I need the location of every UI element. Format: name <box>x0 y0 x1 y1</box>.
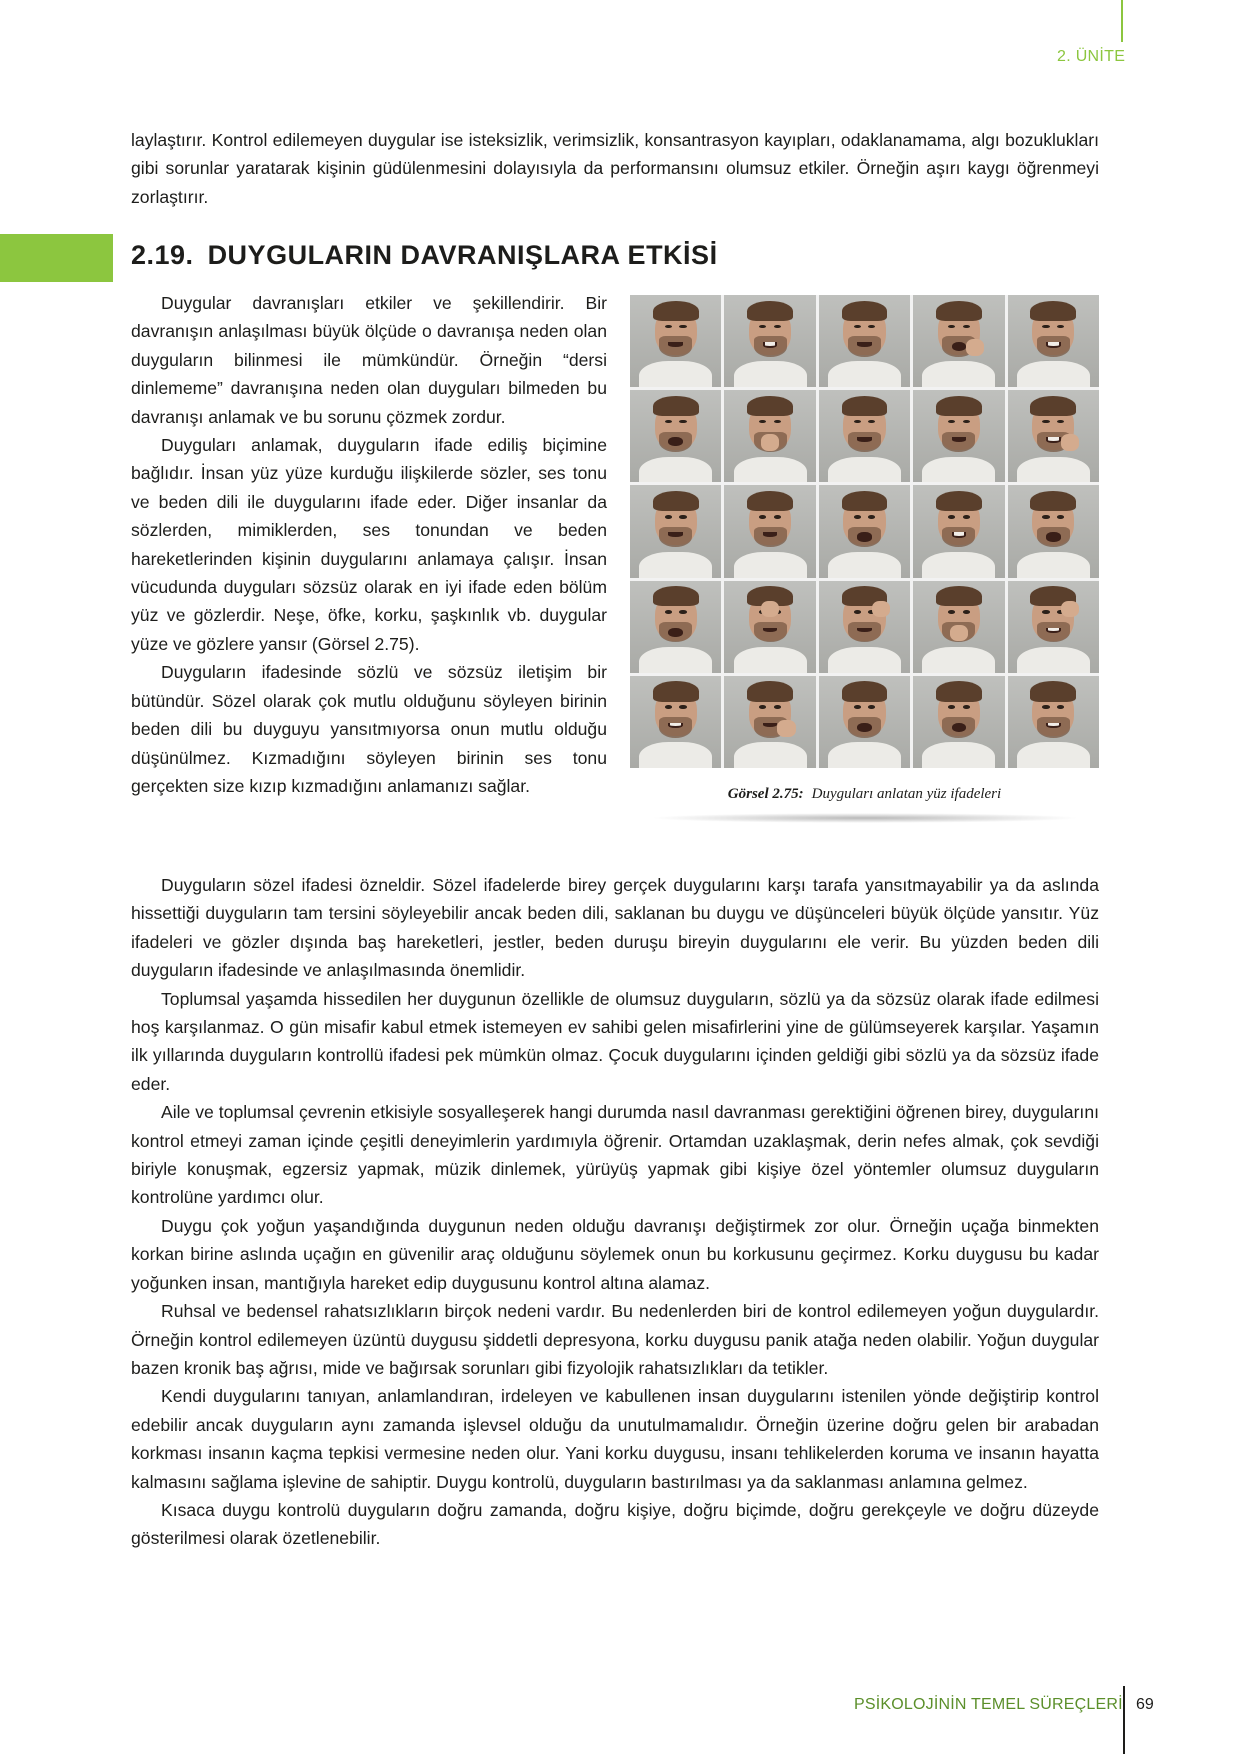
portrait-shirt <box>922 742 995 768</box>
portrait-mouth <box>763 342 778 348</box>
portrait-shirt <box>639 647 712 673</box>
facial-expression-photo <box>819 295 910 387</box>
portrait-hair <box>1030 491 1076 511</box>
section-number: 2.19. <box>131 240 194 270</box>
intro-paragraph: laylaştırır. Kontrol edilemeyen duygular ise isteksizlik, verimsizlik, konsantrasyon kayıpları, odaklanamama, algı bozuklukları gibi sorunlar yaratarak kişinin güdülenmesini dolayısıyla da performansını olumsuz etkiler. Örneğin aşırı kaygı öğrenmeyi zorlaştırır. <box>131 130 1099 207</box>
section-title: DUYGULARIN DAVRANIŞLARA ETKİSİ <box>207 240 718 270</box>
facial-expression-photo <box>819 485 910 577</box>
portrait-shirt <box>1017 457 1090 483</box>
intro-text <box>131 126 1099 211</box>
portrait-beard <box>942 432 975 452</box>
facial-expression-photo <box>724 485 815 577</box>
portrait-shirt <box>922 361 995 387</box>
portrait-eye <box>774 705 781 709</box>
portrait-hand <box>966 339 984 356</box>
portrait-hair <box>842 681 888 701</box>
facial-expression-photo <box>1008 485 1099 577</box>
portrait-beard <box>848 622 881 642</box>
column-paragraph: Duyguları anlamak, duyguların ifade ediliş biçimine bağlıdır. İnsan yüz yüze kurduğu ilişkilerde sözler, ses tonu ve beden dili ile duygularını ifade eder. Diğer insanlar da sözlerden, mimiklerden, ses tonundan ve beden hareketlerinden kişinin duygularını anlamaya çalışır. İnsan vücudunda duyguları sözsüz olarak en iyi ifade eden bölüm yüz ve gözlerdir. Neşe, öfke, korku, şaşkınlık vb. duygular yüze ve gözlere yansır (Görsel 2.75). <box>131 435 607 654</box>
figure-caption <box>630 786 1099 803</box>
portrait-shirt <box>734 457 807 483</box>
portrait-shirt <box>734 647 807 673</box>
portrait-hair <box>842 491 888 511</box>
portrait-eye <box>854 705 861 709</box>
portrait-shirt <box>1017 647 1090 673</box>
facial-expression-photo <box>724 676 815 768</box>
portrait-shirt <box>922 457 995 483</box>
facial-expression-photo <box>1008 390 1099 482</box>
body-paragraph: Duyguların sözel ifadesi özneldir. Sözel ifadelerde birey gerçek duygularını karşı tarafa yansıtmayabilir ya da aslında hissettiği duyguların tam tersini söyleyebilir ancak beden dili, saklanan bu duygu ve düşünceleri büyük ölçüde yansıtır. Yüz ifadeleri ve gözler dışında baş hareketleri, jestler, beden duruşu bireyin duygularını ele verir. Bu yüzden beden dili duyguların ifadesinde ve anlaşılmasında önemlidir. <box>131 875 1099 981</box>
portrait-hand <box>761 434 779 451</box>
portrait-eye <box>1042 515 1049 519</box>
portrait-eye <box>1042 610 1049 614</box>
caption-label: Görsel 2.75: <box>727 786 804 802</box>
portrait-beard <box>659 336 692 356</box>
portrait-shirt <box>828 457 901 483</box>
portrait-hair <box>747 396 793 416</box>
portrait-hair <box>653 681 699 701</box>
portrait-hair <box>653 396 699 416</box>
facial-expression-photo <box>819 676 910 768</box>
portrait-hair <box>653 491 699 511</box>
portrait-hand <box>777 720 795 737</box>
portrait-eye <box>759 515 766 519</box>
portrait-eye <box>948 515 955 519</box>
portrait-beard <box>754 527 787 547</box>
facial-expression-photo <box>913 581 1004 673</box>
portrait-eye <box>774 515 781 519</box>
portrait-hair <box>936 396 982 416</box>
portrait-eye <box>679 705 686 709</box>
portrait-eye <box>679 610 686 614</box>
facial-expression-photo <box>630 390 721 482</box>
portrait-mouth <box>857 342 872 347</box>
portrait-mouth <box>857 723 872 732</box>
portrait-shirt <box>1017 361 1090 387</box>
portrait-mouth <box>1046 342 1061 348</box>
body-paragraph: Aile ve toplumsal çevrenin etkisiyle sosyalleşerek hangi durumda nasıl davranması gerektiğini öğrenen birey, duygularını kontrol etmeyi zaman içinde çeşitli deneyimlerin yardımıyla öğrenir. Ortamdan uzaklaşmak, derin nefes almak, çok sevdiği biriyle konuşmak, egzersiz yapmak, müzik dinlemek, yürüyüş yapmak gibi kişiye özel yöntemler olumsuz duyguların kontrolüne yardımcı olur. <box>131 1102 1099 1208</box>
facial-expression-photo <box>724 390 815 482</box>
portrait-eye <box>854 610 861 614</box>
portrait-shirt <box>1017 552 1090 578</box>
portrait-eye <box>665 325 672 329</box>
portrait-eye <box>1042 705 1049 709</box>
portrait-beard <box>659 527 692 547</box>
footer-divider-line <box>1123 1686 1125 1754</box>
facial-expression-photo <box>724 581 815 673</box>
portrait-mouth <box>1046 437 1061 443</box>
portrait-mouth <box>952 723 967 732</box>
column-text <box>131 289 607 800</box>
portrait-eye <box>665 705 672 709</box>
column-paragraph: Duyguların ifadesinde sözlü ve sözsüz iletişim bir bütündür. Sözel olarak çok mutlu olduğunu söyleyen birinin beden dili bu duyguyu yansıtmıyorsa onun mutlu olduğu düşünülmez. Kızmadığını söyleyen birinin ses tonu gerçekten size kızıp kızmadığını anlamanızı sağlar. <box>131 662 607 796</box>
portrait-hair <box>1030 301 1076 321</box>
facial-expression-photo <box>1008 676 1099 768</box>
portrait-mouth <box>668 532 683 537</box>
portrait-eye <box>679 515 686 519</box>
header-divider-line <box>1121 0 1123 42</box>
portrait-shirt <box>734 742 807 768</box>
portrait-shirt <box>639 742 712 768</box>
facial-expression-photo-grid <box>630 295 1099 768</box>
facial-expression-photo <box>913 390 1004 482</box>
portrait-shirt <box>828 361 901 387</box>
portrait-hand <box>1061 601 1079 618</box>
section-heading <box>131 240 718 271</box>
portrait-mouth <box>857 532 872 541</box>
main-text <box>131 871 1099 1553</box>
portrait-hair <box>747 301 793 321</box>
portrait-hair <box>936 301 982 321</box>
body-paragraph: Kendi duygularını tanıyan, anlamlandıran, irdeleyen ve kabullenen insan duygularını istenilen yönde değiştirip kontrol edebilir ancak duyguların aynı zamanda işlevsel olduğu da unutulmamalıdır. Örneğin üzerine doğru gelen bir arabadan korkması insanın kaçma tepkisi vermesine neden olur. Yani korku duygusu, insanı tehlikelerden koruma ve insanın hayatta kalmasını sağlama işlevine de sahiptir. Duygu kontrolü, duyguların bastırılması ya da saklanması anlamına gelmez. <box>131 1386 1099 1492</box>
portrait-shirt <box>1017 742 1090 768</box>
portrait-hair <box>747 491 793 511</box>
facial-expression-photo <box>913 485 1004 577</box>
portrait-hair <box>747 681 793 701</box>
portrait-eye <box>665 515 672 519</box>
portrait-hair <box>1030 681 1076 701</box>
portrait-shirt <box>734 552 807 578</box>
portrait-beard <box>848 432 881 452</box>
facial-expression-photo <box>630 485 721 577</box>
portrait-eye <box>854 515 861 519</box>
portrait-hair <box>842 301 888 321</box>
page-number: 69 <box>1136 1696 1154 1713</box>
portrait-hair <box>936 586 982 606</box>
facial-expression-photo <box>819 581 910 673</box>
portrait-eye <box>854 325 861 329</box>
portrait-beard <box>754 622 787 642</box>
portrait-mouth <box>1046 532 1061 541</box>
portrait-eye <box>963 610 970 614</box>
portrait-shirt <box>734 361 807 387</box>
caption-text: Duyguları anlatan yüz ifadeleri <box>811 786 1002 802</box>
column-paragraph: Duygular davranışları etkiler ve şekillendirir. Bir davranışın anlaşılması büyük ölçüde o davranışa neden olan duyguların bilinmesi ile mümkündür. Örneğin “dersi dinlememe” davranışına neden olan duyguları bilmeden bu davranışı anlamak ve bu sorunu çözmek zordur. <box>131 293 607 427</box>
portrait-hand <box>761 601 779 618</box>
facial-expression-photo <box>1008 581 1099 673</box>
portrait-mouth <box>857 437 872 442</box>
portrait-hand <box>1061 434 1079 451</box>
portrait-hair <box>653 586 699 606</box>
portrait-hair <box>842 396 888 416</box>
portrait-hand <box>872 601 890 618</box>
body-paragraph: Kısaca duygu kontrolü duyguların doğru zamanda, doğru kişiye, doğru biçimde, doğru gerekçeyle ve doğru düzeyde gösterilmesi olarak özetlenebilir. <box>131 1499 1099 1549</box>
facial-expression-photo <box>819 390 910 482</box>
caption-shadow <box>650 813 1080 823</box>
unit-label: 2. ÜNİTE <box>1057 48 1126 65</box>
facial-expression-photo <box>630 295 721 387</box>
portrait-mouth <box>952 437 967 442</box>
portrait-shirt <box>639 457 712 483</box>
portrait-eye <box>868 515 875 519</box>
section-marker-tab <box>0 234 113 282</box>
portrait-eye <box>963 325 970 329</box>
portrait-eye <box>1057 515 1064 519</box>
facial-expression-photo <box>913 295 1004 387</box>
portrait-shirt <box>828 742 901 768</box>
portrait-shirt <box>639 552 712 578</box>
portrait-mouth <box>952 532 967 538</box>
portrait-shirt <box>922 647 995 673</box>
portrait-eye <box>963 515 970 519</box>
portrait-beard <box>848 336 881 356</box>
portrait-hair <box>653 301 699 321</box>
portrait-mouth <box>668 628 683 637</box>
portrait-eye <box>963 705 970 709</box>
footer-book-title: PSİKOLOJİNİN TEMEL SÜREÇLERİ <box>854 1696 1123 1713</box>
facial-expression-photo <box>1008 295 1099 387</box>
portrait-shirt <box>922 552 995 578</box>
body-paragraph: Toplumsal yaşamda hissedilen her duygunun özellikle de olumsuz duyguların, sözlü ya da sözsüz olarak ifade edilmesi hoş karşılanmaz. O gün misafir kabul etmek istemeyen ev sahibi gelen misafirlerini yine de gülümseyerek karşılar. Yaşamın ilk yıllarında duyguların kontrollü ifadesi pek mümkün olmaz. Çocuk duygularını içinden geldiği gibi sözlü ya da sözsüz ifade eder. <box>131 988 1099 1094</box>
figure-facial-expressions <box>630 295 1099 823</box>
portrait-hair <box>936 491 982 511</box>
portrait-eye <box>679 325 686 329</box>
portrait-shirt <box>828 552 901 578</box>
portrait-mouth <box>668 342 683 347</box>
portrait-mouth <box>1046 628 1061 634</box>
facial-expression-photo <box>630 676 721 768</box>
portrait-hair <box>936 681 982 701</box>
portrait-hand <box>950 625 968 642</box>
portrait-shirt <box>639 361 712 387</box>
portrait-shirt <box>828 647 901 673</box>
portrait-eye <box>665 610 672 614</box>
body-paragraph: Ruhsal ve bedensel rahatsızlıkların birçok nedeni vardır. Bu nedenlerden biri de kontrol edilemeyen yoğun duygulardır. Örneğin kontrol edilemeyen üzüntü duygusu şiddetli depresyona, korku duygusu panik atağa neden olabilir. Yoğun duygular bazen kronik baş ağrısı, mide ve bağırsak sorunları gibi fizyolojik rahatsızlıkları da tetikler. <box>131 1301 1099 1378</box>
portrait-hair <box>1030 396 1076 416</box>
facial-expression-photo <box>724 295 815 387</box>
portrait-eye <box>774 325 781 329</box>
facial-expression-photo <box>630 581 721 673</box>
body-paragraph: Duygu çok yoğun yaşandığında duygunun neden olduğu davranışı değiştirmek zor olur. Örneğin uçağa binmekten korkan birine aslında uçağın en güvenilir araç olduğunu söylemek onun bu korkusunu geçirmez. Korku duygusu bu kadar yoğunken insan, mantığıyla hareket edip duygusunu kontrol altına alamaz. <box>131 1215 1099 1293</box>
portrait-eye <box>948 610 955 614</box>
facial-expression-photo <box>913 676 1004 768</box>
portrait-eye <box>1042 325 1049 329</box>
